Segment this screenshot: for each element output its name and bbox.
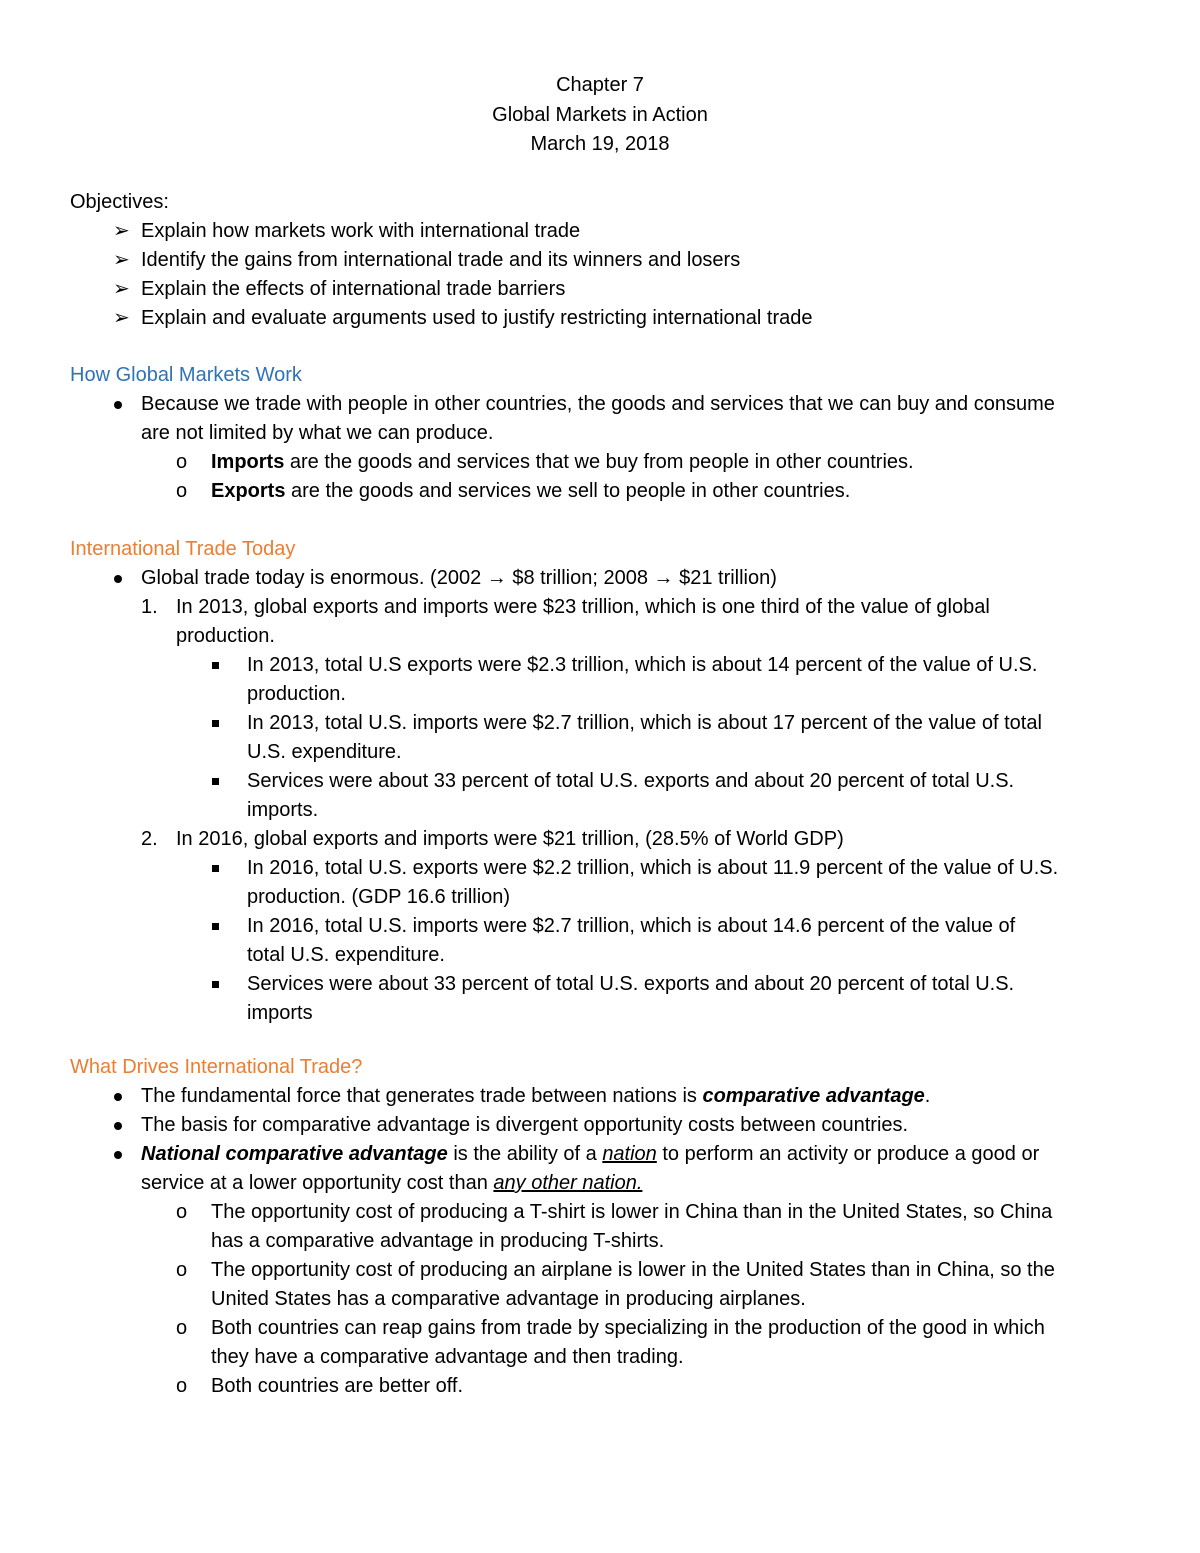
chapter-label: Chapter 7 [556, 74, 644, 96]
square-item-text: In 2016, total U.S. exports were $2.2 trillion, which is about 11.9 percent of the value of U.S. [247, 857, 1059, 879]
bullet-text-continued: are not limited by what we can produce. [141, 422, 494, 444]
bullet-text: $8 trillion; 2008 [506, 567, 654, 589]
square-item-text: In 2016, total U.S. imports were $2.7 trillion, which is about 14.6 percent of the value of [247, 915, 1016, 937]
circle-bullet-icon: o [176, 451, 188, 473]
square-item-text-continued: imports. [247, 799, 319, 821]
numbered-item-text-continued: production. [176, 625, 275, 647]
bullet-text: . [924, 1085, 931, 1107]
sub-bullet-text: The opportunity cost of producing a T-shirt is lower in China than in the United States, so China [211, 1201, 1053, 1223]
arrow-icon: → [653, 567, 674, 589]
sub-bullet-text: Both countries can reap gains from trade by specializing in the production of the good in which [211, 1317, 1045, 1339]
circle-bullet-icon: o [176, 1259, 188, 1281]
numbered-item-text: In 2016, global exports and imports were $21 trillion, (28.5% of World GDP) [176, 828, 844, 850]
term-nation: nation [602, 1143, 657, 1165]
square-item-text: In 2013, total U.S. imports were $2.7 trillion, which is about 17 percent of the value of total [247, 712, 1042, 734]
square-bullet-icon [212, 854, 219, 883]
section-heading-international-trade-today: International Trade Today [70, 538, 296, 560]
bullet-icon [114, 1111, 122, 1140]
square-item-text: In 2013, total U.S exports were $2.3 trillion, which is about 14 percent of the value of U.S. [247, 654, 1038, 676]
sub-bullet-text: are the goods and services that we buy from people in other countries. [284, 451, 914, 473]
sub-bullet-text: are the goods and services we sell to people in other countries. [285, 480, 851, 502]
square-item-text: Services were about 33 percent of total U.S. exports and about 20 percent of total U.S. [247, 770, 1015, 792]
square-bullet-icon [212, 912, 219, 941]
arrow-bullet-icon: ➢ [113, 307, 130, 329]
circle-bullet-icon: o [176, 1317, 188, 1339]
sub-bullet-text-continued: United States has a comparative advantage in producing airplanes. [211, 1288, 806, 1310]
section-heading-how-global-markets-work: How Global Markets Work [70, 364, 302, 386]
square-item-text-continued: total U.S. expenditure. [247, 944, 445, 966]
objective-item: Explain the effects of international trade barriers [141, 278, 566, 300]
bullet-text: to perform an activity or produce a good or [656, 1143, 1040, 1165]
term-comparative-advantage: comparative advantage [702, 1085, 925, 1107]
bullet-text: The fundamental force that generates trade between nations is [141, 1085, 703, 1107]
section-heading-what-drives-international-trade: What Drives International Trade? [70, 1056, 363, 1078]
square-item-text-continued: imports [247, 1002, 313, 1024]
bullet-icon [114, 1140, 122, 1169]
term-national-comparative-advantage: National comparative advantage [141, 1143, 448, 1165]
circle-bullet-icon: o [176, 480, 188, 502]
list-number: 1. [141, 596, 158, 618]
arrow-bullet-icon: ➢ [113, 249, 130, 271]
circle-bullet-icon: o [176, 1375, 188, 1397]
sub-bullet-text-continued: they have a comparative advantage and then trading. [211, 1346, 684, 1368]
bullet-text-continued [141, 1169, 642, 1198]
square-bullet-icon [212, 970, 219, 999]
arrow-icon: → [486, 567, 507, 589]
square-item-text-continued: U.S. expenditure. [247, 741, 402, 763]
bullet-icon [114, 1082, 122, 1111]
arrow-bullet-icon: ➢ [113, 278, 130, 300]
sub-bullet-text: Both countries are better off. [211, 1375, 464, 1397]
square-bullet-icon [212, 651, 219, 680]
bullet-text: service at a lower opportunity cost than [141, 1172, 494, 1194]
bullet-global-trade [141, 564, 777, 593]
objective-item: Explain and evaluate arguments used to justify restricting international trade [141, 307, 813, 329]
bullet-text: The basis for comparative advantage is divergent opportunity costs between countries. [141, 1114, 909, 1136]
bullet-text: is the ability of a [447, 1143, 603, 1165]
term-exports: Exports [211, 480, 286, 502]
numbered-item-text: In 2013, global exports and imports were $23 trillion, which is one third of the value of global [176, 596, 990, 618]
sub-bullet-exports [211, 477, 850, 506]
term-any-other-nation: any other nation. [493, 1172, 643, 1194]
list-number: 2. [141, 828, 158, 850]
bullet-fundamental-force [141, 1082, 930, 1111]
objective-item: Explain how markets work with international trade [141, 220, 581, 242]
term-imports: Imports [211, 451, 285, 473]
bullet-icon [114, 390, 122, 419]
document-title: Global Markets in Action [492, 104, 708, 126]
document-date: March 19, 2018 [530, 133, 670, 155]
sub-bullet-text-continued: has a comparative advantage in producing T-shirts. [211, 1230, 665, 1252]
circle-bullet-icon: o [176, 1201, 188, 1223]
bullet-text: Global trade today is enormous. (2002 [141, 567, 487, 589]
bullet-text: $21 trillion) [673, 567, 777, 589]
square-bullet-icon [212, 709, 219, 738]
sub-bullet-text: The opportunity cost of producing an airplane is lower in the United States than in China, so the [211, 1259, 1055, 1281]
bullet-icon [114, 564, 122, 593]
square-item-text-continued: production. (GDP 16.6 trillion) [247, 886, 511, 908]
square-item-text: Services were about 33 percent of total U.S. exports and about 20 percent of total U.S. [247, 973, 1015, 995]
bullet-national-comparative-advantage [141, 1140, 1039, 1169]
objectives-label: Objectives: [70, 191, 169, 213]
sub-bullet-imports [211, 448, 914, 477]
bullet-text: Because we trade with people in other countries, the goods and services that we can buy and consume [141, 393, 1055, 415]
arrow-bullet-icon: ➢ [113, 220, 130, 242]
square-item-text-continued: production. [247, 683, 346, 705]
square-bullet-icon [212, 767, 219, 796]
objective-item: Identify the gains from international trade and its winners and losers [141, 249, 741, 271]
